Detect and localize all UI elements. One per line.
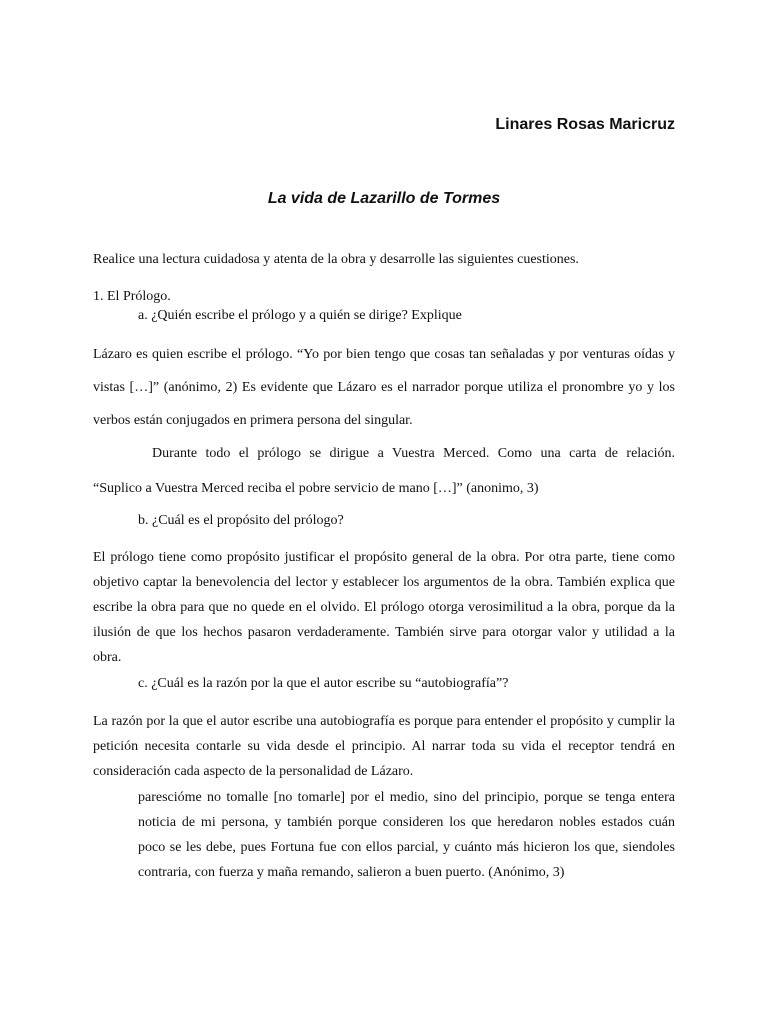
- instructions-text: Realice una lectura cuidadosa y atenta de la obra y desarrolle las siguientes cuestiones.: [93, 252, 579, 267]
- answer-b-paragraph: El prólogo tiene como propósito justificar el propósito general de la obra. Por otra parte, tiene como objetivo captar la benevolencia del lector y establecer los argumentos de la obra. También explica que escribe la obra para que no quede en el olvido. El prólogo otorga verosimilitud a la obra, porque da la ilusión de que los hechos pasaron verdaderamente. También sirve para otorgar valor y utilidad a la obra.: [93, 550, 675, 665]
- block-quote: parescióme no tomalle [no tomarle] por el medio, sino del principio, porque se tenga entera noticia de mi persona, y también porque consideren los que heredaron nobles estados cuán poco se les debe, pues Fortuna fue con ellos parcial, y cuánto más hicieron los que, siendoles contraria, con fuerza y maña remando, salieron a buen puerto. (Anónimo, 3): [138, 790, 675, 880]
- answer-a-citation: “Suplico a Vuestra Merced reciba el pobre servicio de mano […]” (anonimo, 3): [93, 481, 539, 496]
- question-a: a. ¿Quién escribe el prólogo y a quién se dirige? Explique: [138, 308, 462, 323]
- answer-a-paragraph: Lázaro es quien escribe el prólogo. “Yo por bien tengo que cosas tan señaladas y por venturas oídas y vistas […]” (anónimo, 2) Es evidente que Lázaro es el narrador porque utiliza el pronombre yo y los verbos están conjugados en primera persona del singular.: [93, 347, 675, 428]
- author-name: Linares Rosas Maricruz: [495, 116, 675, 133]
- question-b: b. ¿Cuál es el propósito del prólogo?: [138, 513, 344, 528]
- question-c: c. ¿Cuál es la razón por la que el autor escribe su “autobiografía”?: [138, 676, 509, 691]
- answer-a-second-paragraph: Durante todo el prólogo se dirigue a Vuestra Merced. Como una carta de relación.: [152, 446, 675, 461]
- answer-c-paragraph: La razón por la que el autor escribe una autobiografía es porque para entender el propósito y cumplir la petición necesita contarle su vida desde el principio. Al narrar toda su vida el receptor tendrá en consideración cada aspecto de la personalidad de Lázaro.: [93, 714, 675, 779]
- document-title: La vida de Lazarillo de Tormes: [267, 190, 501, 207]
- section-heading: 1. El Prólogo.: [93, 289, 171, 304]
